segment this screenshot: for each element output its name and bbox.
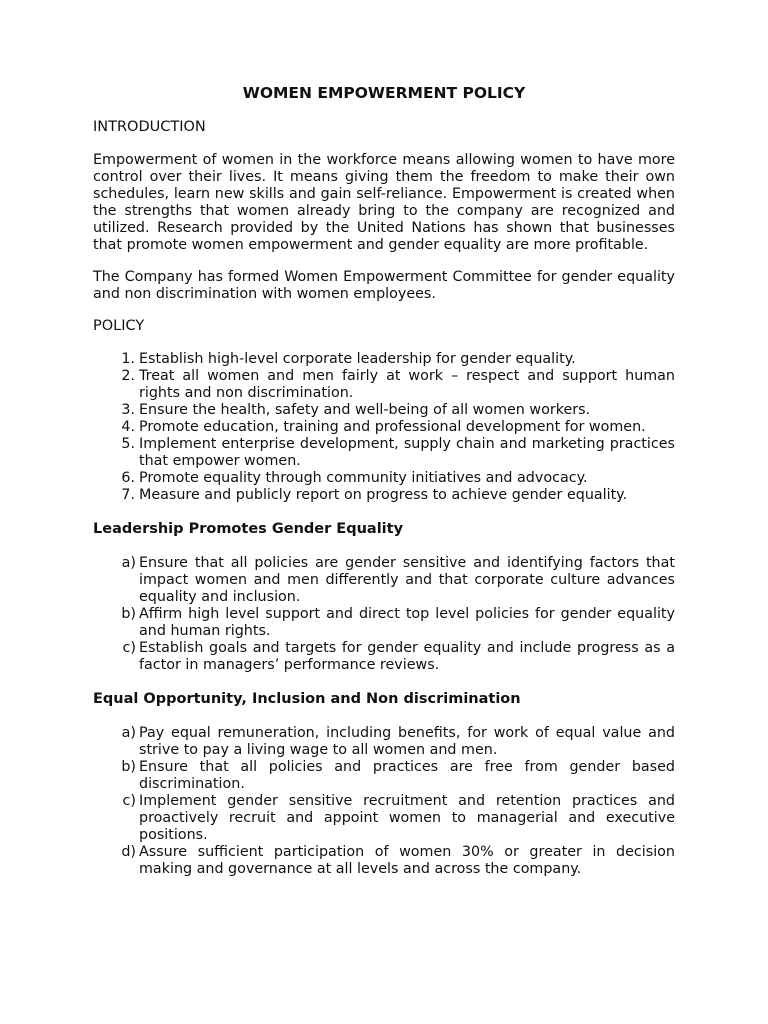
introduction-heading: INTRODUCTION <box>93 119 206 135</box>
policy-item-text: Establish high-level corporate leadership for gender equality. <box>139 351 576 367</box>
policy-item-text: Measure and publicly report on progress to achieve gender equality. <box>139 487 628 503</box>
leadership-list <box>93 555 675 674</box>
list-marker: d) <box>121 844 136 860</box>
leadership-item-text: Establish goals and targets for gender equality and include progress as a factor in managers’ performance reviews. <box>139 640 675 673</box>
policy-item-text: Promote education, training and professional development for women. <box>139 419 646 435</box>
policy-item-text: Ensure the health, safety and well-being of all women workers. <box>139 402 591 418</box>
equal-opportunity-item <box>93 844 675 878</box>
policy-item-text: Implement enterprise development, supply chain and marketing practices that empower women. <box>139 436 675 469</box>
list-marker: b) <box>121 606 136 622</box>
list-marker: b) <box>121 759 136 775</box>
list-marker: a) <box>121 555 136 571</box>
document-page <box>93 84 675 895</box>
equal-opportunity-heading: Equal Opportunity, Inclusion and Non discrimination <box>93 691 521 707</box>
list-marker: 7. <box>121 487 135 503</box>
policy-item-text: Promote equality through community initiatives and advocacy. <box>139 470 588 486</box>
list-marker: 5. <box>121 436 135 452</box>
equal-opportunity-item-text: Implement gender sensitive recruitment and retention practices and proactively recruit and appoint women to managerial and executive positions. <box>139 793 675 843</box>
list-marker: 3. <box>121 402 135 418</box>
introduction-paragraph-2: The Company has formed Women Empowerment Committee for gender equality and non discrimination with women employees. <box>93 269 675 302</box>
policy-item-text: Treat all women and men fairly at work – respect and support human rights and non discrimination. <box>139 368 675 401</box>
leadership-item <box>93 555 675 606</box>
leadership-item <box>93 606 675 640</box>
equal-opportunity-item <box>93 725 675 759</box>
list-marker: 2. <box>121 368 135 384</box>
list-marker: a) <box>121 725 136 741</box>
list-marker: 6. <box>121 470 135 486</box>
policy-heading: POLICY <box>93 318 145 334</box>
equal-opportunity-item-text: Ensure that all policies and practices are free from gender based discrimination. <box>139 759 675 792</box>
equal-opportunity-item-text: Assure sufficient participation of women 30% or greater in decision making and governance at all levels and across the company. <box>139 844 675 877</box>
policy-item <box>93 436 675 470</box>
list-marker: c) <box>122 793 136 809</box>
list-marker: 1. <box>121 351 135 367</box>
document-title: WOMEN EMPOWERMENT POLICY <box>242 84 526 102</box>
leadership-item-text: Ensure that all policies are gender sensitive and identifying factors that impact women and men differently and that corporate culture advances equality and inclusion. <box>139 555 675 605</box>
policy-item <box>93 470 675 487</box>
policy-item <box>93 419 675 436</box>
equal-opportunity-item <box>93 793 675 844</box>
policy-list <box>93 351 675 504</box>
equal-opportunity-item <box>93 759 675 793</box>
list-marker: c) <box>122 640 136 656</box>
policy-item <box>93 368 675 402</box>
equal-opportunity-item-text: Pay equal remuneration, including benefits, for work of equal value and strive to pay a living wage to all women and men. <box>139 725 675 758</box>
equal-opportunity-list <box>93 725 675 878</box>
leadership-heading: Leadership Promotes Gender Equality <box>93 521 404 537</box>
policy-item <box>93 351 675 368</box>
leadership-item-text: Affirm high level support and direct top level policies for gender equality and human rights. <box>139 606 675 639</box>
list-marker: 4. <box>121 419 135 435</box>
policy-item <box>93 402 675 419</box>
leadership-item <box>93 640 675 674</box>
introduction-paragraph-1: Empowerment of women in the workforce means allowing women to have more control over their lives. It means giving them the freedom to make their own schedules, learn new skills and gain self-reliance. Empowerment is created when the strengths that women already bring to the company are recognized and utilized. Research provided by the United Nations has shown that businesses that promote women empowerment and gender equality are more profitable. <box>93 152 675 253</box>
policy-item <box>93 487 675 504</box>
